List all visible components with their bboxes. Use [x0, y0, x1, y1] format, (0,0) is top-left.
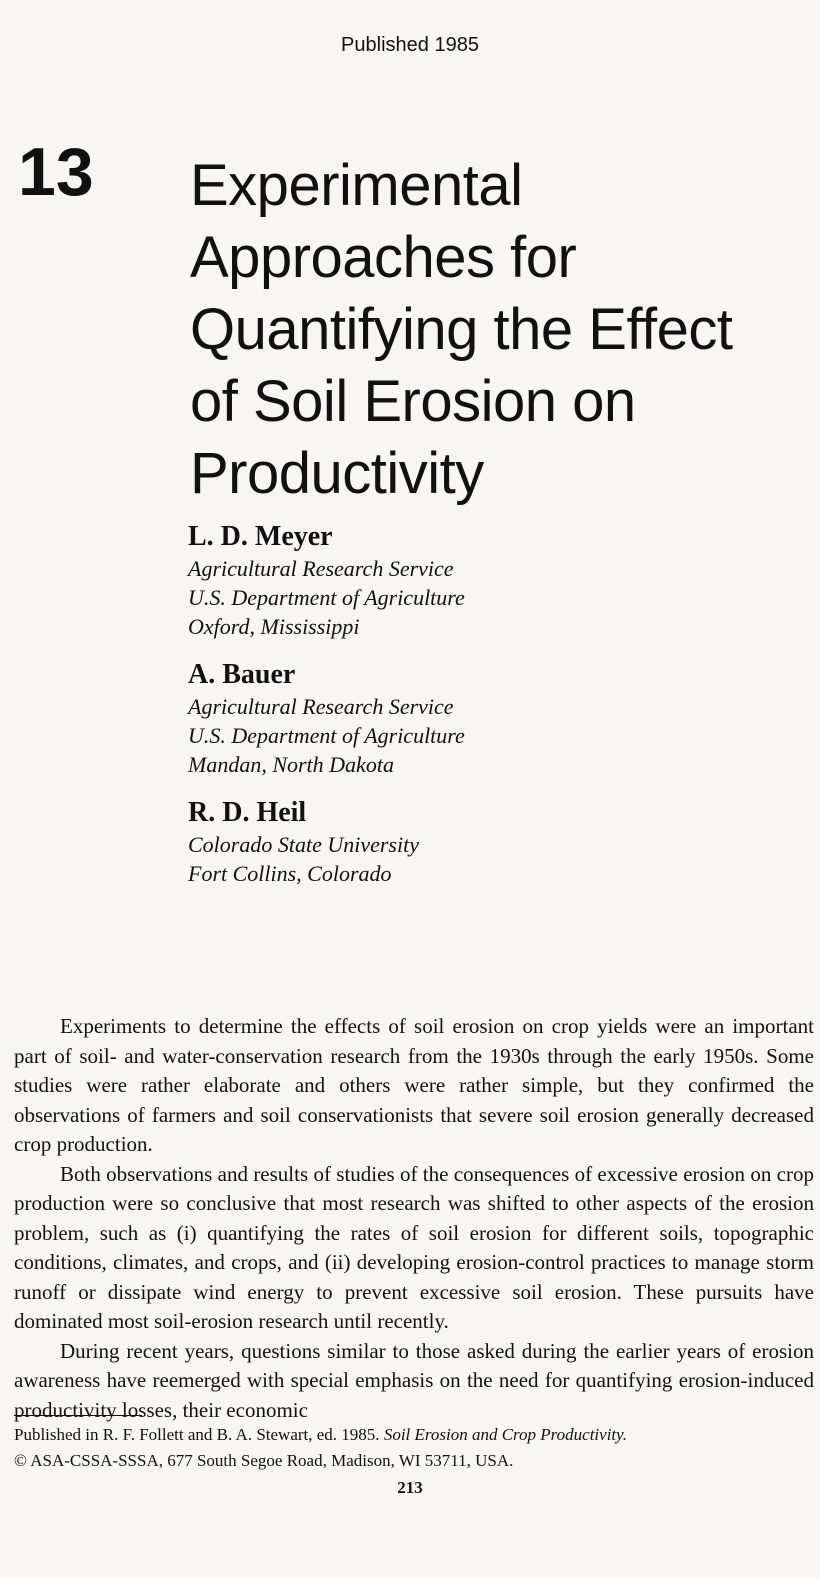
author-affiliation-line: Agricultural Research Service	[188, 556, 454, 581]
chapter-title-line: Productivity	[190, 441, 484, 506]
author-affiliation-line: Colorado State University	[188, 832, 419, 857]
chapter-title-line: Experimental	[190, 153, 523, 218]
footnote-citation	[14, 1422, 814, 1448]
author-affiliation-line: Mandan, North Dakota	[188, 752, 394, 777]
author-block-heil	[188, 798, 419, 888]
chapter-title-line: Approaches for	[190, 225, 577, 290]
author-affiliation-line: U.S. Department of Agriculture	[188, 585, 465, 610]
body-text	[14, 1012, 814, 1425]
author-affiliation-line: Oxford, Mississippi	[188, 614, 360, 639]
footnote-divider	[14, 1415, 142, 1416]
body-paragraph: Both observations and results of studies of the consequences of excessive erosion on crop production were so conclusive that most research was shifted to other aspects of the erosion problem, such as (i) quantifying the rates of soil erosion for different soils, topographic conditions, climates, and crops, and (ii) developing erosion-control practices to manage storm runoff or dissipate wind energy to prevent excessive soil erosion. These pursuits have dominated most soil-erosion research until recently.	[14, 1161, 814, 1333]
body-paragraph: Experiments to determine the effects of soil erosion on crop yields were an important part of soil- and water-conservation research from the 1930s through the early 1950s. Some studies were rather elaborate and others were rather simple, but they confirmed the observations of farmers and soil conservationists that severe soil erosion generally decreased crop production.	[14, 1014, 814, 1156]
author-name: L. D. Meyer	[188, 521, 333, 552]
page-number: 213	[397, 1478, 423, 1497]
body-paragraph: During recent years, questions similar to those asked during the earlier years of erosion awareness have reemerged with special emphasis on the need for quantifying erosion-induced productivity losses, their economic	[14, 1338, 814, 1422]
author-affiliation-line: Fort Collins, Colorado	[188, 861, 392, 886]
chapter-number: 13	[18, 134, 94, 210]
footnote	[14, 1422, 814, 1474]
author-block-meyer	[188, 522, 465, 641]
chapter-title	[190, 150, 810, 510]
footnote-copyright: © ASA-CSSA-SSSA, 677 South Segoe Road, Madison, WI 53711, USA.	[14, 1451, 514, 1470]
author-block-bauer	[188, 660, 465, 779]
footnote-book-title: Soil Erosion and Crop Productivity.	[383, 1425, 628, 1444]
author-name: R. D. Heil	[188, 797, 307, 828]
chapter-title-line: Quantifying the Effect	[190, 297, 733, 362]
author-affiliation-line: Agricultural Research Service	[188, 694, 454, 719]
author-name: A. Bauer	[188, 659, 296, 690]
author-affiliation-line: U.S. Department of Agriculture	[188, 723, 465, 748]
published-header: Published 1985	[341, 34, 479, 56]
chapter-title-line: of Soil Erosion on	[190, 369, 636, 434]
footnote-published-in: Published in R. F. Follett and B. A. Stewart, ed. 1985.	[14, 1425, 380, 1444]
